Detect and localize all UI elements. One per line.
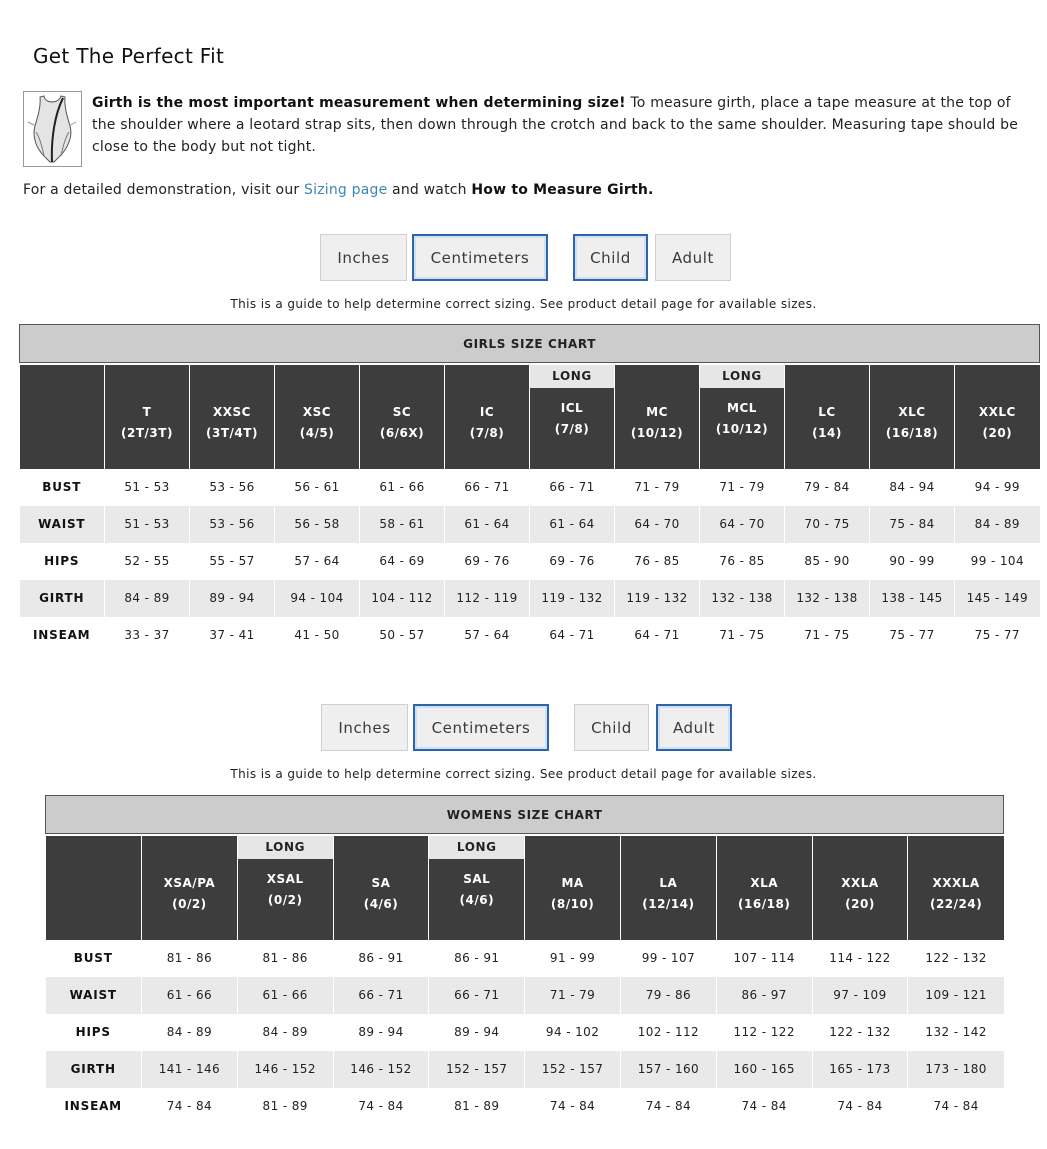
measurement-cell: 64 - 71 xyxy=(615,617,700,654)
table-row xyxy=(20,617,1040,654)
table-row xyxy=(20,469,1040,506)
measurement-cell: 84 - 94 xyxy=(870,469,955,506)
measurement-cell: 104 - 112 xyxy=(360,580,445,617)
size-header: MC (10/12) xyxy=(615,365,700,469)
long-tag: LONG xyxy=(238,836,333,859)
measurement-cell: 71 - 75 xyxy=(785,617,870,654)
row-label: GIRTH xyxy=(46,1051,142,1088)
measurement-cell: 57 - 64 xyxy=(275,543,360,580)
size-header-long: LONG ICL (7/8) xyxy=(530,365,615,469)
long-tag: LONG xyxy=(530,365,614,388)
table-row xyxy=(46,1088,1004,1125)
measurement-cell: 141 - 146 xyxy=(142,1051,238,1088)
measurement-cell: 41 - 50 xyxy=(275,617,360,654)
womens-header-row xyxy=(46,836,1004,940)
measurement-cell: 76 - 85 xyxy=(615,543,700,580)
measurement-cell: 145 - 149 xyxy=(955,580,1040,617)
inches-button[interactable]: Inches xyxy=(320,234,407,281)
measurement-cell: 75 - 77 xyxy=(870,617,955,654)
row-label: BUST xyxy=(73,951,113,965)
measurement-cell: 71 - 79 xyxy=(700,469,785,506)
measurement-cell: 56 - 58 xyxy=(275,506,360,543)
centimeters-button[interactable]: Centimeters xyxy=(412,234,548,281)
measurement-cell: 122 - 132 xyxy=(812,1014,908,1051)
measurement-cell: 66 - 71 xyxy=(333,977,429,1014)
demo-line xyxy=(23,182,654,198)
row-label: INSEAM xyxy=(64,1099,122,1113)
table-row xyxy=(46,940,1004,977)
measurement-cell: 86 - 91 xyxy=(429,940,525,977)
measurement-cell: 146 - 152 xyxy=(333,1051,429,1088)
measurement-cell: 119 - 132 xyxy=(530,580,615,617)
girls-size-chart xyxy=(19,324,1040,654)
measurement-cell: 58 - 61 xyxy=(360,506,445,543)
table-row xyxy=(46,1051,1004,1088)
adult-button[interactable]: Adult xyxy=(655,234,731,281)
table-row xyxy=(46,1014,1004,1051)
measurement-cell: 61 - 66 xyxy=(237,977,333,1014)
page-title: Get The Perfect Fit xyxy=(33,44,225,68)
measurement-cell: 81 - 89 xyxy=(237,1088,333,1125)
measurement-cell: 114 - 122 xyxy=(812,940,908,977)
measurement-cell: 109 - 121 xyxy=(908,977,1004,1014)
measurement-cell: 138 - 145 xyxy=(870,580,955,617)
measurement-cell: 64 - 70 xyxy=(700,506,785,543)
how-to-measure-label: How to Measure Girth. xyxy=(471,182,654,198)
measurement-cell: 97 - 109 xyxy=(812,977,908,1014)
child-button[interactable]: Child xyxy=(574,704,649,751)
size-header: XXXLA (22/24) xyxy=(908,836,1004,940)
measurement-cell: 85 - 90 xyxy=(785,543,870,580)
measurement-cell: 119 - 132 xyxy=(615,580,700,617)
long-tag: LONG xyxy=(429,836,524,859)
measurement-cell: 81 - 86 xyxy=(142,940,238,977)
row-label: WAIST xyxy=(46,977,142,1014)
womens-chart-title: WOMENS SIZE CHART xyxy=(46,796,1004,834)
girth-emphasis: Girth is the most important measurement when determining size! xyxy=(92,95,626,111)
measurement-cell: 74 - 84 xyxy=(908,1088,1004,1125)
measurement-cell: 132 - 142 xyxy=(908,1014,1004,1051)
inches-button[interactable]: Inches xyxy=(321,704,408,751)
measurement-cell: 66 - 71 xyxy=(445,469,530,506)
measurement-cell: 89 - 94 xyxy=(333,1014,429,1051)
size-header: MA (8/10) xyxy=(525,836,621,940)
measurement-cell: 102 - 112 xyxy=(620,1014,716,1051)
measurement-cell: 37 - 41 xyxy=(190,617,275,654)
table-row xyxy=(46,977,1004,1014)
size-header: XLA (16/18) xyxy=(716,836,812,940)
girls-chart-controls xyxy=(0,234,1047,281)
child-button[interactable]: Child xyxy=(573,234,648,281)
measurement-cell: 74 - 84 xyxy=(620,1088,716,1125)
measurement-cell: 70 - 75 xyxy=(785,506,870,543)
size-header: XLC (16/18) xyxy=(870,365,955,469)
measurement-cell: 74 - 84 xyxy=(716,1088,812,1125)
header-corner xyxy=(20,365,105,469)
measurement-cell: 75 - 84 xyxy=(870,506,955,543)
measurement-cell: 152 - 157 xyxy=(429,1051,525,1088)
womens-guide-text: This is a guide to help determine correct sizing. See product detail page for available sizes. xyxy=(230,767,817,781)
row-label: WAIST xyxy=(20,506,105,543)
size-header: SC (6/6X) xyxy=(360,365,445,469)
table-row xyxy=(20,506,1040,543)
measurement-cell: 66 - 71 xyxy=(429,977,525,1014)
measurement-cell: 61 - 64 xyxy=(530,506,615,543)
measurement-cell: 165 - 173 xyxy=(812,1051,908,1088)
measurement-cell: 57 - 64 xyxy=(445,617,530,654)
row-label: HIPS xyxy=(44,554,80,568)
demo-prefix: For a detailed demonstration, visit our xyxy=(23,182,305,198)
measurement-cell: 51 - 53 xyxy=(105,469,190,506)
measurement-cell: 107 - 114 xyxy=(716,940,812,977)
measurement-cell: 157 - 160 xyxy=(620,1051,716,1088)
measurement-cell: 90 - 99 xyxy=(870,543,955,580)
measurement-cell: 74 - 84 xyxy=(333,1088,429,1125)
measurement-cell: 99 - 104 xyxy=(955,543,1040,580)
size-header: T (2T/3T) xyxy=(105,365,190,469)
measurement-cell: 160 - 165 xyxy=(716,1051,812,1088)
girls-guide-text: This is a guide to help determine correct sizing. See product detail page for available sizes. xyxy=(230,297,817,311)
measurement-cell: 173 - 180 xyxy=(908,1051,1004,1088)
girls-chart-title: GIRLS SIZE CHART xyxy=(20,325,1040,363)
size-header-long: LONG MCL (10/12) xyxy=(700,365,785,469)
measurement-cell: 84 - 89 xyxy=(105,580,190,617)
size-header: XXLA (20) xyxy=(812,836,908,940)
measurement-cell: 61 - 64 xyxy=(445,506,530,543)
size-header-long: LONG XSAL (0/2) xyxy=(237,836,333,940)
measurement-cell: 69 - 76 xyxy=(445,543,530,580)
measurement-cell: 99 - 107 xyxy=(620,940,716,977)
sizing-page-link[interactable]: Sizing page xyxy=(304,182,388,198)
header-corner xyxy=(46,836,142,940)
measurement-cell: 91 - 99 xyxy=(525,940,621,977)
measurement-cell: 53 - 56 xyxy=(190,506,275,543)
table-row xyxy=(20,580,1040,617)
measurement-cell: 84 - 89 xyxy=(237,1014,333,1051)
measurement-cell: 53 - 56 xyxy=(190,469,275,506)
measurement-cell: 52 - 55 xyxy=(105,543,190,580)
measurement-cell: 71 - 75 xyxy=(700,617,785,654)
womens-size-chart xyxy=(45,795,1004,1125)
measurement-cell: 94 - 102 xyxy=(525,1014,621,1051)
girls-header-row xyxy=(20,365,1040,469)
row-label: HIPS xyxy=(75,1025,111,1039)
measurement-cell: 146 - 152 xyxy=(237,1051,333,1088)
size-header: LA (12/14) xyxy=(620,836,716,940)
row-label: BUST xyxy=(42,480,82,494)
size-header: XSA/PA (0/2) xyxy=(142,836,238,940)
long-tag: LONG xyxy=(700,365,784,388)
measurement-cell: 112 - 119 xyxy=(445,580,530,617)
measurement-cell: 64 - 70 xyxy=(615,506,700,543)
measurement-cell: 122 - 132 xyxy=(908,940,1004,977)
measurement-cell: 55 - 57 xyxy=(190,543,275,580)
measurement-cell: 51 - 53 xyxy=(105,506,190,543)
measurement-cell: 79 - 86 xyxy=(620,977,716,1014)
measurement-cell: 64 - 71 xyxy=(530,617,615,654)
measurement-cell: 66 - 71 xyxy=(530,469,615,506)
measurement-cell: 33 - 37 xyxy=(105,617,190,654)
measurement-cell: 50 - 57 xyxy=(360,617,445,654)
measurement-cell: 86 - 97 xyxy=(716,977,812,1014)
size-header: IC (7/8) xyxy=(445,365,530,469)
measurement-cell: 84 - 89 xyxy=(955,506,1040,543)
measurement-cell: 86 - 91 xyxy=(333,940,429,977)
size-header: SA (4/6) xyxy=(333,836,429,940)
measurement-cell: 81 - 89 xyxy=(429,1088,525,1125)
size-header: LC (14) xyxy=(785,365,870,469)
measurement-cell: 132 - 138 xyxy=(785,580,870,617)
measurement-cell: 75 - 77 xyxy=(955,617,1040,654)
adult-button[interactable]: Adult xyxy=(656,704,732,751)
measurement-cell: 84 - 89 xyxy=(142,1014,238,1051)
measurement-cell: 71 - 79 xyxy=(525,977,621,1014)
measurement-cell: 61 - 66 xyxy=(142,977,238,1014)
row-label: GIRTH xyxy=(20,580,105,617)
measurement-cell: 112 - 122 xyxy=(716,1014,812,1051)
table-row xyxy=(20,543,1040,580)
demo-middle: and watch xyxy=(387,182,472,198)
measurement-cell: 71 - 79 xyxy=(615,469,700,506)
measurement-cell: 94 - 104 xyxy=(275,580,360,617)
measurement-cell: 61 - 66 xyxy=(360,469,445,506)
measurement-cell: 132 - 138 xyxy=(700,580,785,617)
row-label: INSEAM xyxy=(33,628,91,642)
measurement-cell: 152 - 157 xyxy=(525,1051,621,1088)
leotard-girth-illustration xyxy=(23,91,82,167)
size-header: XXLC (20) xyxy=(955,365,1040,469)
measurement-cell: 89 - 94 xyxy=(190,580,275,617)
girth-description: To measure girth, place a tape measure at the top of the shoulder where a leotard strap sits, then down through the crotch and back to the same shoulder. Measuring tape should be close to the body but not tight. xyxy=(92,95,1019,155)
measurement-cell: 89 - 94 xyxy=(429,1014,525,1051)
measurement-cell: 69 - 76 xyxy=(530,543,615,580)
measurement-cell: 79 - 84 xyxy=(785,469,870,506)
measurement-cell: 74 - 84 xyxy=(812,1088,908,1125)
intro-section xyxy=(23,91,1033,167)
measurement-cell: 76 - 85 xyxy=(700,543,785,580)
centimeters-button[interactable]: Centimeters xyxy=(413,704,549,751)
womens-chart-controls xyxy=(0,704,1047,751)
measurement-cell: 74 - 84 xyxy=(142,1088,238,1125)
measurement-cell: 81 - 86 xyxy=(237,940,333,977)
size-header: XSC (4/5) xyxy=(275,365,360,469)
measurement-cell: 64 - 69 xyxy=(360,543,445,580)
girth-instructions xyxy=(92,92,1033,167)
size-header: XXSC (3T/4T) xyxy=(190,365,275,469)
measurement-cell: 74 - 84 xyxy=(525,1088,621,1125)
measurement-cell: 56 - 61 xyxy=(275,469,360,506)
size-header-long: LONG SAL (4/6) xyxy=(429,836,525,940)
measurement-cell: 94 - 99 xyxy=(955,469,1040,506)
